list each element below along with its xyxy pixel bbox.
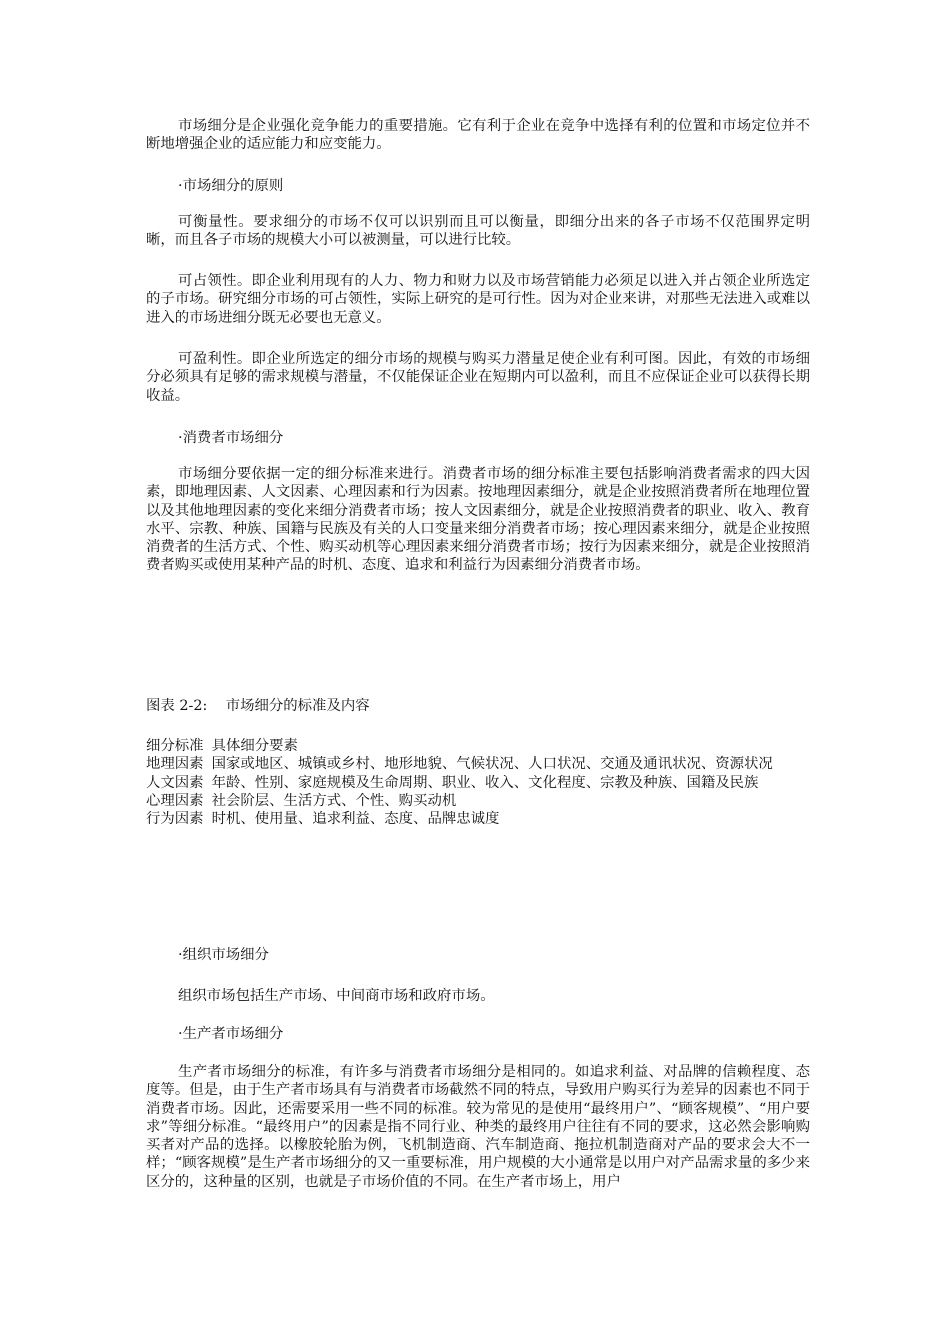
table-header-row <box>146 737 810 755</box>
table-header-value: 具体细分要素 <box>211 738 298 754</box>
table-header-key: 细分标准 <box>146 738 204 754</box>
table-row <box>146 755 810 773</box>
table-row-key: 心理因素 <box>146 792 204 809</box>
table-row <box>146 774 810 792</box>
table-row-key: 行为因素 <box>146 811 204 828</box>
figure-caption <box>146 697 370 715</box>
table-row <box>146 792 810 810</box>
section-heading-organizational: ·组织市场细分 <box>178 947 269 963</box>
table-row <box>146 810 810 828</box>
paragraph-producer: 生产者市场细分的标准，有许多与消费者市场细分是相同的。如追求利益、对品牌的信赖程度、态度等。但是，由于生产者市场具有与消费者市场截然不同的特点，导致用户购买行为差异的因素也不同于消费者市场。因此，还需要采用一些不同的标准。较为常见的是使用“最终用户”、“顾客规模”、“用户要求”等细分标准。“最终用户”的因素是指不同行业、种类的最终用户往往有不同的要求，这必然会影响购买者对产品的选择。以橡胶轮胎为例，飞机制造商、汽车制造商、拖拉机制造商对产品的要求会大不一样；“顾客规模”是生产者市场细分的又一重要标准，用户规模的大小通常是以用户对产品需求量的多少来区分的，这种量的区别，也就是子市场价值的不同。在生产者市场上，用户 <box>146 1064 810 1190</box>
paragraph-measurability: 可衡量性。要求细分的市场不仅可以识别而且可以衡量，即细分出来的各子市场不仅范围界定明晰，而且各子市场的规模大小可以被测量，可以进行比较。 <box>146 214 810 249</box>
intro-paragraph: 市场细分是企业强化竞争能力的重要措施。它有利于企业在竞争中选择有利的位置和市场定位并不断地增强企业的适应能力和应变能力。 <box>146 118 810 153</box>
paragraph-consumer-criteria: 市场细分要依据一定的细分标准来进行。消费者市场的细分标准主要包括影响消费者需求的四大因素，即地理因素、人文因素、心理因素和行为因素。按地理因素细分，就是企业按照消费者所在地理位置以及其他地理因素的变化来细分消费者市场；按人文因素细分，就是企业按照消费者的职业、收入、教育水平、宗教、种族、国籍与民族及有关的人口变量来细分消费者市场；按心理因素来细分，就是企业按照消费者的生活方式、个性、购买动机等心理因素来细分消费者市场；按行为因素来细分，就是企业按照消费者购买或使用某种产品的时机、态度、追求和利益行为因素细分消费者市场。 <box>146 466 810 574</box>
section-heading-producer: ·生产者市场细分 <box>178 1026 284 1042</box>
table-row-value: 年龄、性别、家庭规模及生命周期、职业、收入、文化程度、宗教及种族、国籍及民族 <box>211 774 759 791</box>
figure-label: 图表 2-2: <box>146 698 208 714</box>
table-row-value: 社会阶层、生活方式、个性、购买动机 <box>211 792 457 809</box>
table-row-value: 时机、使用量、追求利益、态度、品牌忠诚度 <box>211 811 500 828</box>
paragraph-profitability: 可盈利性。即企业所选定的细分市场的规模与购买力潜量足使企业有利可图。因此，有效的市场细分必须具有足够的需求规模与潜量，不仅能保证企业在短期内可以盈利，而且不应保证企业可以获得长期收益。 <box>146 351 810 404</box>
paragraph-accessibility: 可占领性。即企业利用现有的人力、物力和财力以及市场营销能力必须足以进入并占领企业所选定的子市场。研究细分市场的可占领性，实际上研究的是可行性。因为对企业来讲，对那些无法进入或难以进入的市场进细分既无必要也无意义。 <box>146 273 810 326</box>
section-heading-consumer: ·消费者市场细分 <box>178 430 284 446</box>
table-row-key: 人文因素 <box>146 774 204 791</box>
table-row-key: 地理因素 <box>146 756 204 773</box>
criteria-table <box>146 737 810 828</box>
paragraph-organizational: 组织市场包括生产市场、中间商市场和政府市场。 <box>178 988 495 1004</box>
section-heading-principles: ·市场细分的原则 <box>178 178 284 194</box>
figure-title: 市场细分的标准及内容 <box>225 698 370 714</box>
table-row-value: 国家或地区、城镇或乡村、地形地貌、气候状况、人口状况、交通及通讯状况、资源状况 <box>211 756 773 773</box>
